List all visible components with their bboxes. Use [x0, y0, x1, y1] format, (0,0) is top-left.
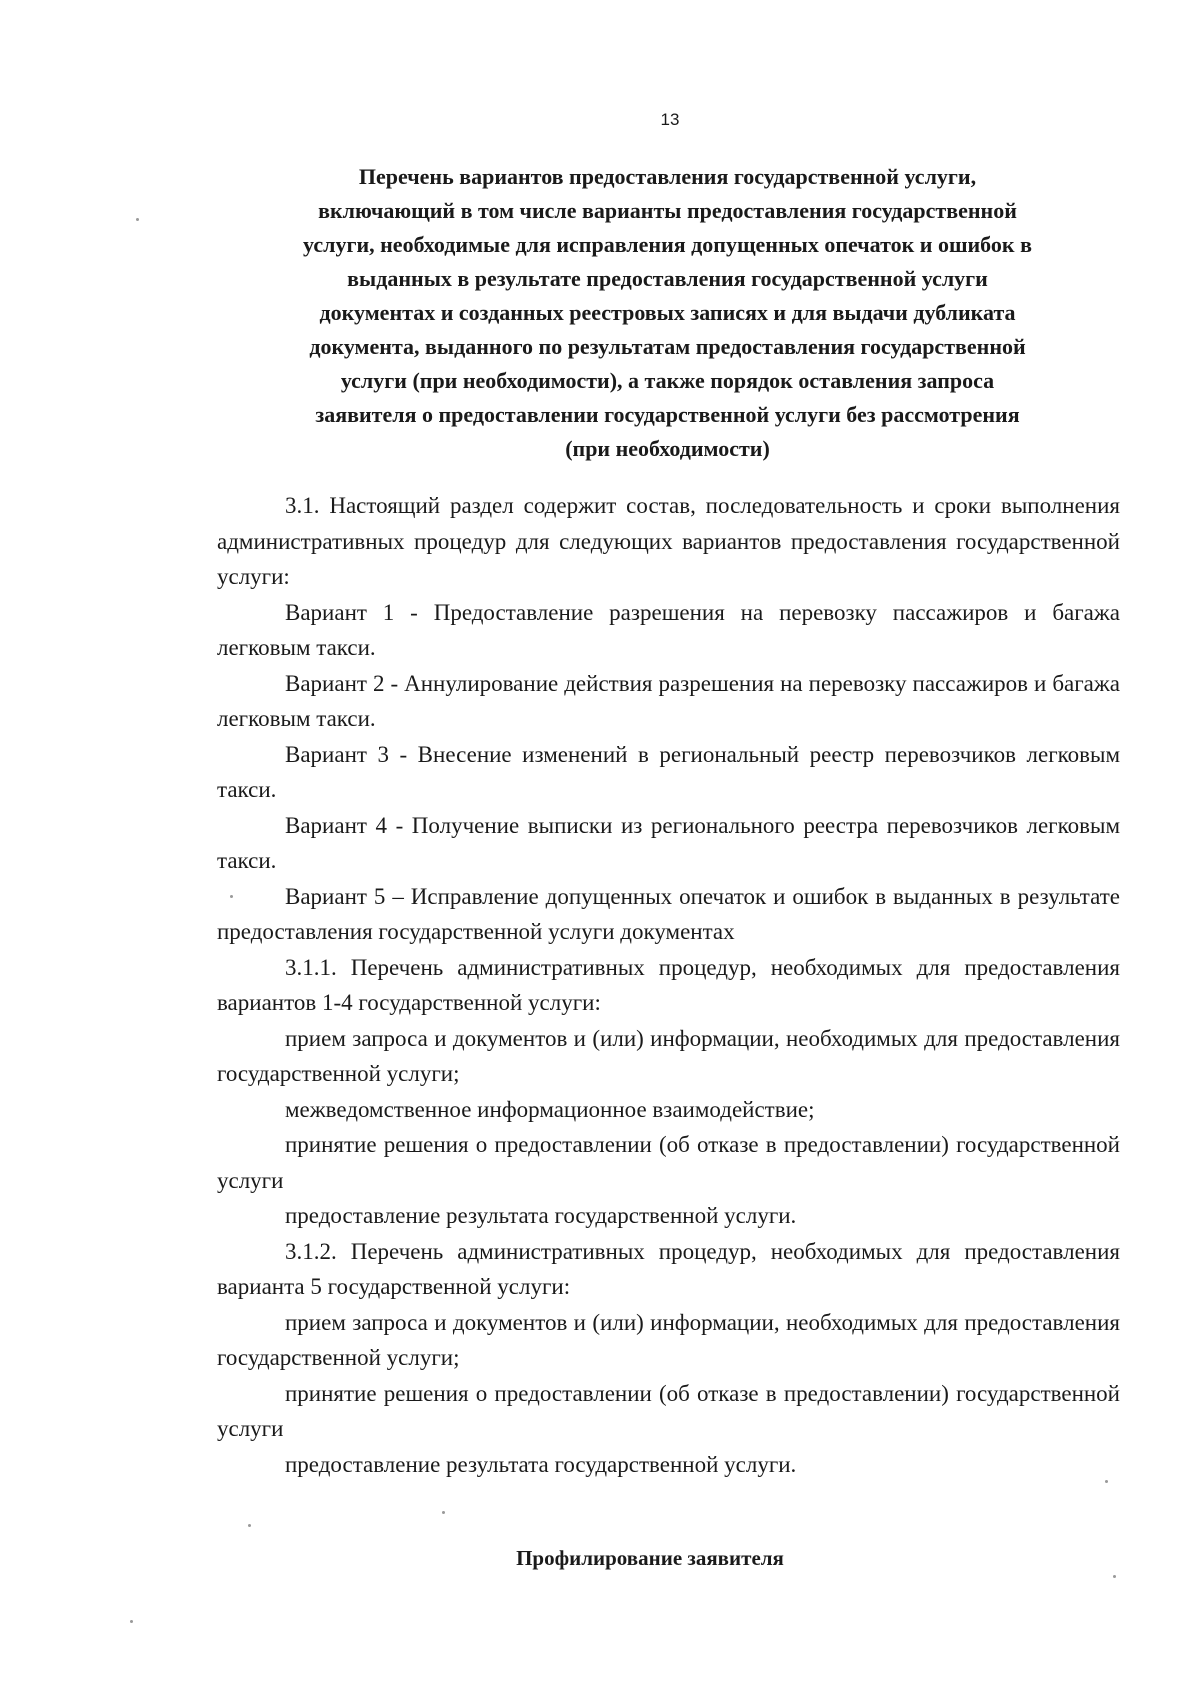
- heading-line: заявителя о предоставлении государственной услуги без рассмотрения: [315, 402, 1020, 427]
- paragraph-3-1: 3.1. Настоящий раздел содержит состав, последовательность и сроки выполнения административных процедур для следующих вариантов предоставления государственной услуги:: [217, 493, 1120, 589]
- page-number: 13: [660, 110, 680, 129]
- paragraph-procedure: предоставление результата государственной услуги.: [285, 1451, 797, 1477]
- heading-line: документа, выданного по результатам предоставления государственной: [309, 334, 1026, 359]
- paragraph-variant-5: Вариант 5 – Исправление допущенных опечаток и ошибок в выданных в результате предоставления государственной услуги документах: [217, 883, 1120, 944]
- paragraph-variant-1: Вариант 1 - Предоставление разрешения на перевозку пассажиров и багажа легковым такси.: [217, 599, 1120, 660]
- subheading: Профилирование заявителя: [516, 1546, 784, 1570]
- scan-speck: [1105, 1480, 1108, 1483]
- paragraph-procedure: прием запроса и документов и (или) информации, необходимых для предоставления государственной услуги;: [217, 1309, 1120, 1370]
- section-heading: [215, 160, 1120, 466]
- body-text: [217, 488, 1120, 1482]
- scan-speck: [1113, 1575, 1116, 1578]
- heading-line: услуги (при необходимости), а также порядок оставления запроса: [340, 368, 995, 393]
- heading-line: (при необходимости): [565, 436, 770, 461]
- heading-line: услуги, необходимые для исправления допущенных опечаток и ошибок в: [303, 232, 1032, 257]
- paragraph-procedure: предоставление результата государственной услуги.: [285, 1203, 797, 1228]
- heading-line: выданных в результате предоставления государственной услуги: [347, 266, 988, 291]
- paragraph-procedure: прием запроса и документов и (или) информации, необходимых для предоставления государственной услуги;: [217, 1025, 1120, 1086]
- scan-speck: [130, 1620, 133, 1623]
- scan-speck: [248, 1524, 251, 1527]
- paragraph-variant-2: Вариант 2 - Аннулирование действия разрешения на перевозку пассажиров и багажа легковым такси.: [217, 670, 1120, 731]
- heading-line: документах и созданных реестровых записях и для выдачи дубликата: [319, 300, 1016, 325]
- scan-speck: [136, 218, 139, 221]
- paragraph-3-1-1: 3.1.1. Перечень административных процедур, необходимых для предоставления вариантов 1-4 государственной услуги:: [217, 954, 1120, 1015]
- scan-speck: [230, 895, 233, 898]
- heading-line: включающий в том числе варианты предоставления государственной: [318, 198, 1017, 223]
- paragraph-procedure: принятие решения о предоставлении (об отказе в предоставлении) государственной услуги: [217, 1132, 1120, 1193]
- scan-speck: [442, 1511, 445, 1514]
- heading-line: Перечень вариантов предоставления государственной услуги,: [358, 164, 977, 189]
- paragraph-procedure: принятие решения о предоставлении (об отказе в предоставлении) государственной услуги: [217, 1380, 1120, 1441]
- paragraph-variant-3: Вариант 3 - Внесение изменений в региональный реестр перевозчиков легковым такси.: [217, 741, 1120, 802]
- paragraph-3-1-2: 3.1.2. Перечень административных процедур, необходимых для предоставления варианта 5 государственной услуги:: [217, 1238, 1120, 1299]
- paragraph-procedure: межведомственное информационное взаимодействие;: [285, 1096, 815, 1122]
- paragraph-variant-4: Вариант 4 - Получение выписки из регионального реестра перевозчиков легковым такси.: [217, 812, 1120, 873]
